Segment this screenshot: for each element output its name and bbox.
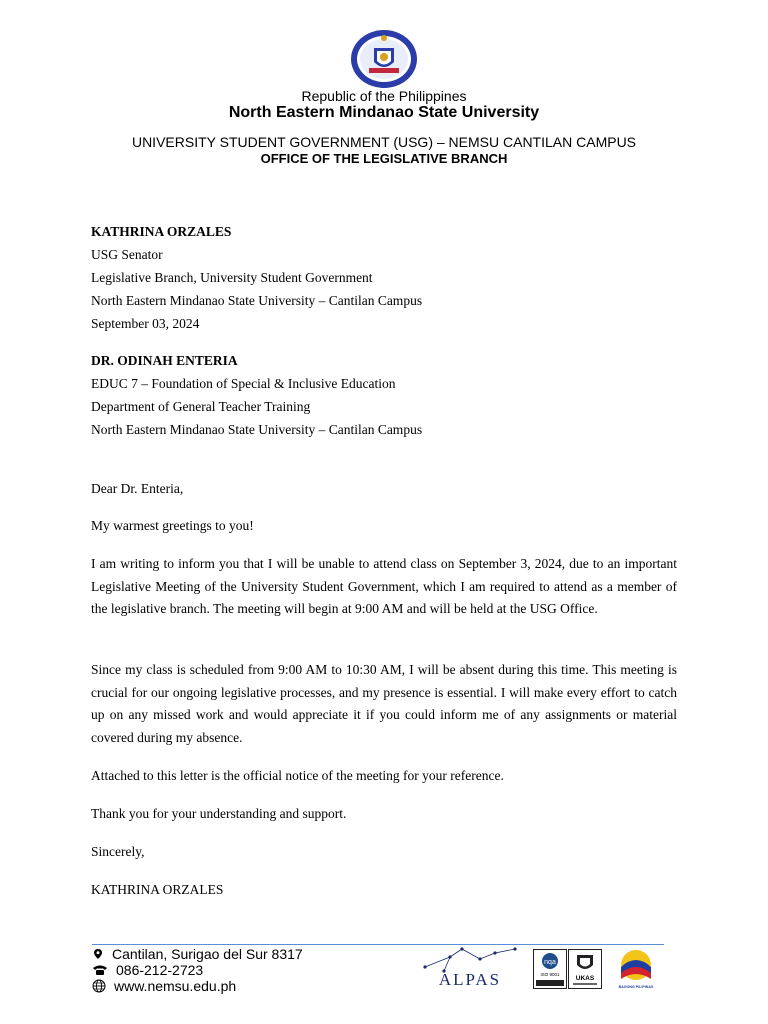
signature-name: KATHRINA ORZALES [91, 882, 224, 897]
nqa-iso-logo [533, 949, 567, 989]
recipient-name: DR. ODINAH ENTERIA [91, 353, 238, 368]
sender-title: USG Senator [91, 247, 163, 262]
paragraph-4: Thank you for your understanding and support. [91, 806, 347, 821]
sender-name: KATHRINA ORZALES [91, 224, 232, 239]
globe-icon [92, 979, 106, 993]
paragraph-1: I am writing to inform you that I will be unable to attend class on September 3, 2024, due to an important Legislative Meeting of the University Student Government, which I am required to attend as a member of the legislative branch. The meeting will begin at 9:00 AM and will be held at the USG Office. [91, 556, 677, 617]
footer-divider [92, 944, 664, 945]
footer-website [92, 978, 236, 994]
telephone-icon [92, 964, 108, 976]
recipient-department: Department of General Teacher Training [91, 399, 311, 414]
location-pin-icon [92, 948, 104, 960]
recipient-block [91, 349, 422, 441]
ukas-logo [568, 949, 602, 989]
greeting: My warmest greetings to you! [91, 518, 254, 533]
university-name: North Eastern Mindanao State University [228, 104, 540, 121]
alpas-logo-text: ALPAS [438, 970, 502, 989]
nqa-logo-text: nqa [544, 959, 556, 966]
sender-campus: North Eastern Mindanao State University – Cantilan Campus [91, 293, 423, 308]
usg-campus-label: UNIVERSITY STUDENT GOVERNMENT (USG) – NEMSU CANTILAN CAMPUS [131, 134, 637, 150]
footer-website-link[interactable]: www.nemsu.edu.ph [114, 978, 237, 994]
recipient-course: EDUC 7 – Foundation of Special & Inclusive Education [91, 376, 396, 391]
ukas-logo-text: UKAS [575, 975, 595, 982]
footer-address-text: Cantilan, Surigao del Sur 8317 [112, 946, 303, 962]
paragraph-2: Since my class is scheduled from 9:00 AM to 10:30 AM, I will be absent during this time. This meeting is crucial for our ongoing legislative processes, and my presence is essential. I will make every effort to catch up on any missed work and would appreciate it if you could inform me of any assignments or material covered during my absence. [91, 662, 677, 746]
alpas-logo [420, 945, 520, 991]
sender-block [91, 220, 422, 335]
sender-branch: Legislative Branch, University Student Government [91, 270, 373, 285]
closing: Sincerely, [91, 844, 145, 859]
footer-phone [92, 962, 203, 978]
paragraph-3: Attached to this letter is the official notice of the meeting for your reference. [91, 768, 504, 783]
republic-label: Republic of the Philippines [301, 88, 467, 104]
bagong-pilipinas-logo [612, 947, 660, 991]
nqa-logo-caption: ISO 9001 [540, 972, 560, 977]
university-seal-logo [349, 28, 419, 90]
footer-address [92, 946, 303, 962]
bagong-logo-text: BAGONG PILIPINAS [618, 985, 654, 989]
office-label: OFFICE OF THE LEGISLATIVE BRANCH [260, 151, 508, 166]
recipient-campus: North Eastern Mindanao State University – Cantilan Campus [91, 422, 423, 437]
footer-phone-text: 086-212-2723 [116, 962, 204, 978]
letter-date: September 03, 2024 [91, 316, 200, 331]
salutation: Dear Dr. Enteria, [91, 481, 184, 496]
